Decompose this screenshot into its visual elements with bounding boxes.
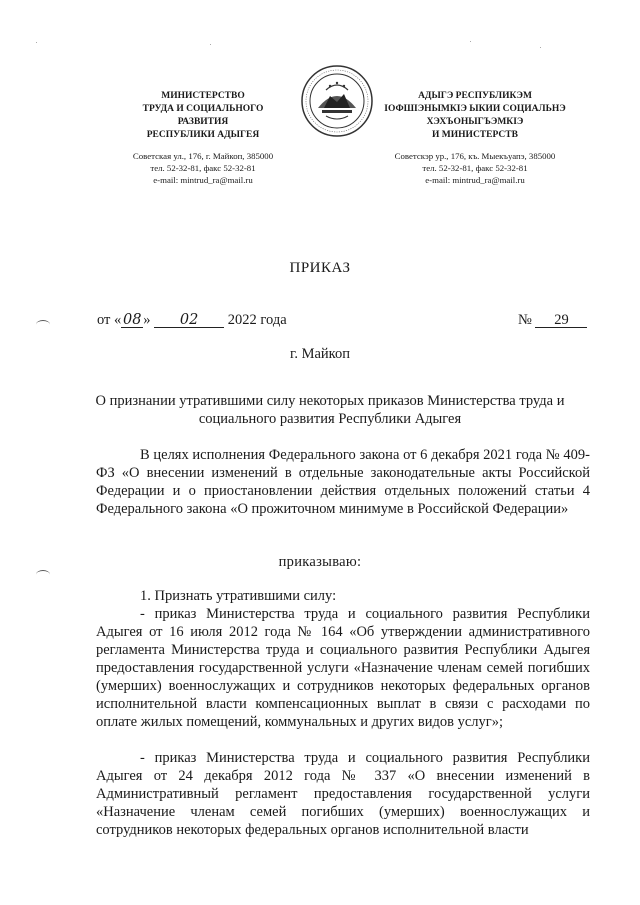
- repealed-order-1: - приказ Министерства труда и социального развития Республики Адыгея от 16 июля 2012 года № 164 «Об утверждении административного регламента Министерства труда и социального развития Республики Адыгея предоставления государственной услуги «Назначение членам семей погибших (умерших) военнослужащих и сотрудников некоторых федеральных органов исполнительной власти компенсационных выплат в связи с расходами по оплате жилых помещений, коммунальных и других видов услуг»;: [96, 606, 590, 730]
- order-subject: О признании утратившими силу некоторых приказов Министерства труда и социального развития Республики Адыгея: [95, 393, 565, 427]
- document-title: ПРИКАЗ: [289, 260, 351, 276]
- number-value: 29: [535, 313, 587, 328]
- repealed-order-2: - приказ Министерства труда и социального развития Республики Адыгея от 24 декабря 2012 года № 337 «О внесении изменений в Административный регламент предоставления государственной услуги «Назначение членам семей погибших (умерших) военнослужащих и сотрудников некоторых федеральных органов исполнительной власти: [96, 750, 590, 838]
- org-line: И МИНИСТЕРСТВ: [432, 130, 518, 140]
- punch-hole-mark: [36, 320, 50, 329]
- scan-speck: [36, 42, 37, 43]
- intro-paragraph: В целях исполнения Федерального закона от 6 декабря 2021 года № 409-ФЗ «О внесении изменений в отдельные законодательные акты Российской Федерации и о приостановлении действия отдельных положений статьи 4 Федерального закона «О прожиточном минимуме в Российской Федерации»: [96, 447, 590, 517]
- punch-hole-mark: [36, 570, 50, 579]
- scan-speck: [210, 44, 211, 45]
- scan-speck: [470, 41, 471, 42]
- date-year: 2022 года: [227, 312, 287, 328]
- org-line: РЕСПУБЛИКИ АДЫГЕЯ: [146, 130, 260, 140]
- ministry-address-adyghe: [360, 150, 590, 186]
- order-number: [518, 312, 587, 329]
- date-quote: »: [143, 312, 151, 328]
- city-line: г. Майкоп: [290, 346, 350, 362]
- ministry-address-russian: [88, 150, 318, 186]
- date-month: 02: [154, 313, 224, 328]
- ministry-name-adyghe: [360, 90, 590, 142]
- date-day: 08: [123, 312, 142, 328]
- phone-line: тел. 52-32-81, факс 52-32-81: [150, 163, 256, 173]
- org-line: ТРУДА И СОЦИАЛЬНОГО: [142, 104, 264, 114]
- order-word: приказываю:: [278, 554, 362, 570]
- item-1-heading: 1. Признать утратившими силу:: [140, 588, 337, 604]
- number-sign: №: [518, 312, 532, 328]
- email-line: e-mail: mintrud_ra@mail.ru: [153, 175, 253, 185]
- address-line: Советскэр ур., 176, къ. Мыекъуапэ, 385000: [394, 151, 556, 161]
- org-line: МИНИСТЕРСТВО: [161, 91, 245, 101]
- date-prefix: от «: [97, 312, 122, 328]
- phone-line: тел. 52-32-81, факс 52-32-81: [422, 163, 528, 173]
- order-date: [97, 312, 287, 329]
- org-line: ІОФШІЭНЫМКІЭ ЫКИИ СОЦИАЛЬНЭ: [384, 104, 566, 114]
- email-line: e-mail: mintrud_ra@mail.ru: [425, 175, 525, 185]
- org-line: АДЫГЭ РЕСПУБЛИКЭМ: [418, 91, 532, 101]
- org-line: РАЗВИТИЯ: [177, 117, 229, 127]
- scan-speck: [540, 47, 541, 48]
- org-line: ХЭХЪОНЫГЪЭМКІЭ: [426, 117, 524, 127]
- address-line: Советская ул., 176, г. Майкоп, 385000: [132, 151, 274, 161]
- ministry-name-russian: [88, 90, 318, 142]
